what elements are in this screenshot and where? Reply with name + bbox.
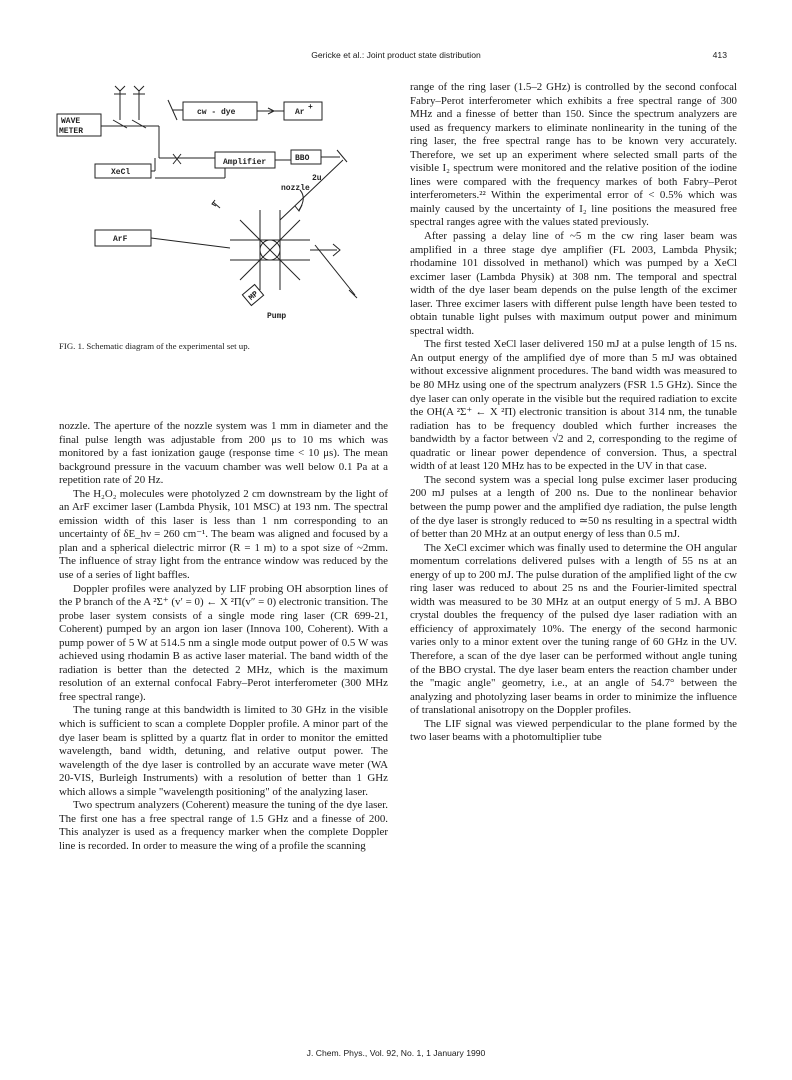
paragraph: The first tested XeCl laser delivered 150 mJ at a pulse length of 15 ns. An output energy of the amplified dye of more than 5 mJ was obtained without excessive alignment procedures. The band width was measured to be 80 MHz using one of the spectrum analyzers (FSR 1.5 GHz). Since the dye laser can only operate in the visible but the required radiation to excite the OH(A ²Σ⁺ ← X ²Π) electronic transition is about 314 nm, the tunable radiation has to be frequency doubled which further increases the bandwidth by a factor between √2 and 2, corresponding to the regime of quadratic or linear power dependence of conversion. Thus, a spectral width of at least 120 MHz has to be expected in the UV in that case. xyxy=(410,338,737,473)
ar-plus-label: Ar xyxy=(295,108,305,117)
paragraph: The tuning range at this bandwidth is limited to 30 GHz in the visible which is sufficient to scan a complete Doppler profile. A minor part of the dye laser beam is splitted by a quartz flat in order to monitor the emitted wavelength, band width, detuning, and relative output power. The wavelength of the dye laser is controlled by an accurate wave meter (WA 20-VIS, Burleigh Instruments) with a resolution of better than 1 GHz which allows a simple "wavelength positioning" of the analyzing laser. xyxy=(59,704,388,798)
paragraph: nozzle. The aperture of the nozzle system was 1 mm in diameter and the final pulse length was adjustable from 200 μs to 10 ms which was monitored by a fast ionization gauge (response time < 10 μs). The mean background pressure in the vacuum chamber was well below 0.1 Pa at a repetition rate of 20 Hz. xyxy=(59,420,388,487)
right-column xyxy=(410,81,737,745)
cw-dye-label: cw - dye xyxy=(197,108,236,117)
paragraph: The XeCl excimer which was finally used to determine the OH angular momentum correlations delivered pulses with a length of 55 ns at an energy of up to 200 mJ. The pulse duration of the amplified light of the cw ring laser was reduced to about 25 ns and the Fourier-limited spectral width was measured to be 30 MHz at an output energy of 5 mJ. A BBO crystal doubles the frequency of the pulsed dye laser radiation with an efficiency of approximately 10%. The energy of the second harmonic varies only to a minor extent over the tuning range of 60 GHz in the UV. Therefore, a scan of the dye laser can be performed without angle tuning of the BBO crystal. The dye laser beam enters the reaction chamber under the "magic angle" geometry, i.e., at an angle of 54.7° between the analyzing and photolyzing laser beams in order to minimize the influence of translational anisotropy on the Doppler profiles. xyxy=(410,541,737,717)
two-u-label: 2u xyxy=(312,174,322,183)
running-title: Gericke et al.: Joint product state distribution xyxy=(311,50,481,60)
amplifier-label: Amplifier xyxy=(223,158,267,167)
paragraph: The second system was a special long pulse excimer laser producing 200 mJ pulses at a length of 200 ns. Due to the nonlinear behavior between the pump power and the amplified dye radiation, the pulse length of the dye laser is strongly reduced to ≃50 ns resulting in a spectral width of better than 20 MHz at an output energy of less than 0.5 mJ. xyxy=(410,473,737,541)
pump-label: Pump xyxy=(267,312,287,321)
ar-plus-sup: + xyxy=(308,103,313,112)
reaction-chamber xyxy=(230,210,310,290)
bbo-label: BBO xyxy=(295,154,310,163)
nozzle-label: nozzle xyxy=(281,184,310,193)
wave-meter-label-2: METER xyxy=(59,127,84,136)
xecl-label: XeCl xyxy=(111,168,131,177)
paragraph: range of the ring laser (1.5–2 GHz) is controlled by the second confocal Fabry–Perot interferometer which exhibits a free spectral range of 300 MHz and a finesse of better than 150. Since the spectrum analyzers are used as frequency markers to eliminate nonlinearity in the tuning of the ring laser, the free spectral range has to be known very accurately. Therefore, we set up an experiment where selected small parts of the visible I₂ spectrum were monitored and the relative position of the iodine lines were compared with the frequency markes of both Fabry–Perot interferometers.²² Within the experimental error of < 0.5% which was mainly caused by the uncertainty of I₂ line positions the measured free spectral ranges agree with the values stated previously. xyxy=(410,81,737,229)
paragraph: After passing a delay line of ~5 m the cw ring laser beam was amplified in a three stage dye amplifier (FL 2003, Lambda Physik; rhodamine 101 dissolved in methanol) which was pumped by a XeCl excimer laser (Lambda Physik) at 308 nm. The temporal and spectral width of the dye laser beam depends on the pulse length of the excimer laser. Three excimer lasers with different pulse length have been tested to obtain tunable light pulses with maximum output power and minimum spectral width. xyxy=(410,230,737,337)
page-number: 413 xyxy=(712,50,727,60)
paragraph: Doppler profiles were analyzed by LIF probing OH absorption lines of the P branch of the A ²Σ⁺ (v′ = 0) ← X ²Π(v″ = 0) electronic transition. The probe laser system consists of a single mode ring laser (CR 699-21, Coherent) pumped by an argon ion laser (Innova 100, Coherent). With a pump power of 5 W at 514.5 nm a single mode output power of 0.5 W was achieved using rhodamin B as active laser material. The band width of the radiation is better than the detected 2 MHz, which is the maximum resolution of an external confocal Fabry–Perot interferometer (300 MHz free spectral range). xyxy=(59,582,388,703)
figure-schematic xyxy=(55,80,390,325)
paragraph: The LIF signal was viewed perpendicular to the plane formed by the two laser beams with a photomultiplier tube xyxy=(410,717,737,744)
schematic-diagram xyxy=(55,80,390,325)
paragraph: Two spectrum analyzers (Coherent) measure the tuning of the dye laser. The first one has a free spectral range of 1.5 GHz and a finesse of 200. This analyzer is used as a frequency marker when the complete Doppler line is recorded. In order to measure the wing of a profile the scanning xyxy=(59,799,388,852)
arf-label: ArF xyxy=(113,235,128,244)
figure-caption: FIG. 1. Schematic diagram of the experimental set up. xyxy=(59,341,250,351)
left-column xyxy=(59,420,388,854)
wave-meter-label-1: WAVE xyxy=(61,117,81,126)
paragraph: The H₂O₂ molecules were photolyzed 2 cm downstream by the light of an ArF excimer laser (Lambda Physik, 101 MSC) at 193 nm. The spectral emission width of this laser is less than 1 nm corresponding to an uncertainty of δE_hν = 260 cm⁻¹. The beam was aligned and focused by a plan and a spherical dielectric mirror (R = 1 m) to a spot size of ~2mm. The influence of stray light from the entrance window was reduced by the use of a series of light baffles. xyxy=(59,487,388,582)
running-header xyxy=(0,50,792,64)
mp-label: MP xyxy=(247,289,261,303)
journal-footer: J. Chem. Phys., Vol. 92, No. 1, 1 January 1990 xyxy=(306,1048,486,1058)
